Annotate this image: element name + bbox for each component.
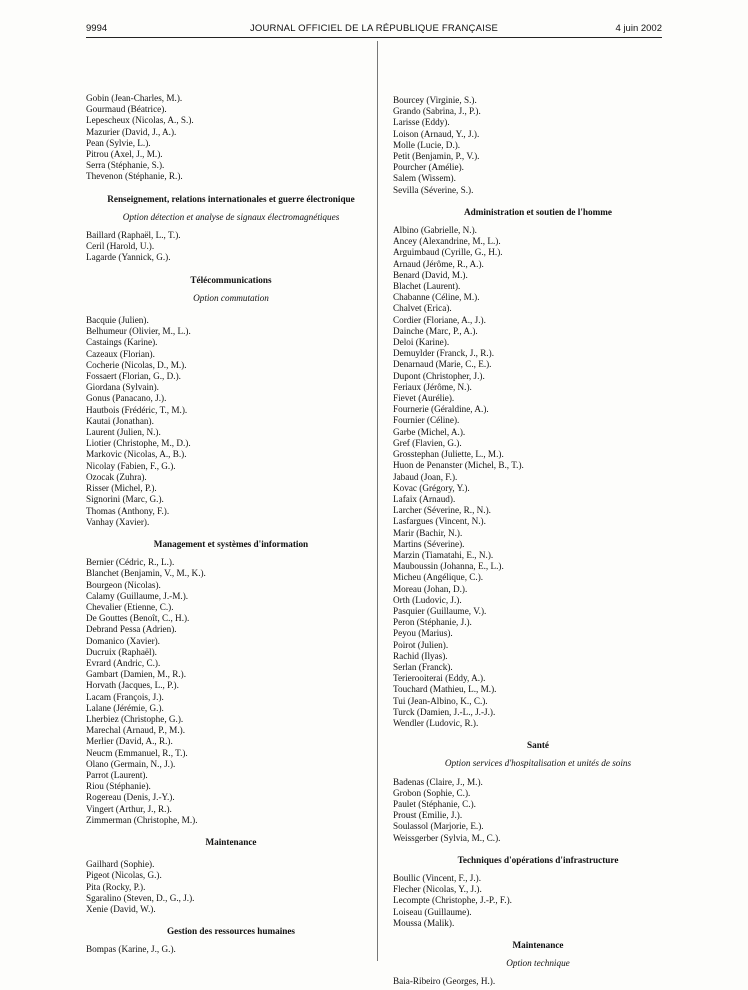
section-gap <box>86 304 376 315</box>
name-entry: Gambart (Damien, M., R.). <box>86 669 187 680</box>
name-entry: Horvath (Jacques, L., P.). <box>86 680 179 691</box>
name-entry: Weissgerber (Sylvia, M., C.). <box>393 832 501 843</box>
name-entry: Badenas (Claire, J., M.). <box>393 776 483 787</box>
name-entry: Grobon (Sophie, C.). <box>393 787 471 798</box>
name-entry: Flecher (Nicolas, Y., J.). <box>393 884 482 895</box>
section-gap <box>86 183 376 194</box>
name-entry: Kautai (Jonathan). <box>86 415 154 426</box>
name-entry: Cordier (Floriane, A., J.). <box>393 314 486 325</box>
section-gap <box>86 848 376 859</box>
section-gap <box>393 729 683 740</box>
name-entry: Ceril (Harold, U.). <box>86 241 155 252</box>
name-entry: Parrot (Laurent). <box>86 769 148 780</box>
name-entry: Albino (Gabrielle, N.). <box>393 225 477 236</box>
name-entry: Chevalier (Etienne, C.). <box>86 601 174 612</box>
name-entry: Huon de Penanster (Michel, B., T.). <box>393 460 524 471</box>
section-heading: Maintenance <box>205 836 257 847</box>
name-entry: Denarnaud (Marie, C., E.). <box>393 359 492 370</box>
option-subheading: Option détection et analyse de signaux électromagnétiques <box>122 211 340 222</box>
name-entry: Liotier (Christophe, M., D.). <box>86 438 191 449</box>
name-entry: Risser (Michel, P.). <box>86 483 157 494</box>
section-gap <box>86 528 376 539</box>
name-entry: Belhumeur (Olivier, M., L.). <box>86 326 191 337</box>
section-gap <box>393 196 683 207</box>
name-entry: Gonus (Panacano, J.). <box>86 393 167 404</box>
name-entry: Ancey (Alexandrine, M., L.). <box>393 236 501 247</box>
name-entry: Signorini (Marc, G.). <box>86 494 164 505</box>
name-entry: Loison (Arnaud, Y., J.). <box>393 128 480 139</box>
name-entry: Larcher (Séverine, R., N.). <box>393 505 491 516</box>
section-gap <box>86 826 376 837</box>
name-entry: Turck (Damien, J.-L., J.-J.). <box>393 706 496 717</box>
section-gap <box>86 205 376 212</box>
publication-date: 4 juin 2002 <box>615 23 662 34</box>
name-entry: Olano (Germain, N., J.). <box>86 758 176 769</box>
name-entry: Soulassol (Marjorie, E.). <box>393 821 484 832</box>
name-entry: Markovic (Nicolas, A., B.). <box>86 449 187 460</box>
section-heading: Gestion des ressources humaines <box>166 926 296 937</box>
name-entry: Arguimbaud (Cyrille, G., H.). <box>393 247 503 258</box>
name-entry: Petit (Benjamin, P., V.). <box>393 151 480 162</box>
section-gap <box>393 866 683 873</box>
name-entry: Tui (Jean-Albino, K., C.). <box>393 695 488 706</box>
name-entry: Molle (Lucie, D.). <box>393 139 461 150</box>
name-entry: Sevilla (Séverine, S.). <box>393 184 474 195</box>
name-entry: Marechal (Arnaud, P., M.). <box>86 725 185 736</box>
name-entry: Pourcher (Amélie). <box>393 162 464 173</box>
name-entry: Moreau (Johan, D.). <box>393 583 468 594</box>
section-gap <box>393 844 683 855</box>
name-entry: Mazurier (David, J., A.). <box>86 126 177 137</box>
name-entry: Pitrou (Axel, J., M.). <box>86 149 163 160</box>
name-entry: Terierooiterai (Eddy, A.). <box>393 673 486 684</box>
section-heading: Santé <box>527 740 549 751</box>
name-entry: Micheu (Angélique, C.). <box>393 572 484 583</box>
name-entry: Serlan (Franck). <box>393 661 453 672</box>
name-entry: Jabaud (Joan, F.). <box>393 471 458 482</box>
name-entry: Bourgeon (Nicolas). <box>86 579 161 590</box>
name-entry: Loiseau (Guillaume). <box>393 906 472 917</box>
name-entry: Benard (David, M.). <box>393 269 468 280</box>
name-entry: Bompas (Karine, J., G.). <box>86 944 176 955</box>
name-entry: Marir (Bachir, N.). <box>393 527 463 538</box>
name-entry: Laurent (Julien, N.). <box>86 427 161 438</box>
name-entry: Lagarde (Yannick, G.). <box>86 252 171 263</box>
name-entry: Fossaert (Florian, G., D.). <box>86 371 181 382</box>
name-entry: De Gouttes (Benoît, C., H.). <box>86 613 190 624</box>
name-entry: Rogereau (Denis, J.-Y.). <box>86 792 175 803</box>
section-gap <box>86 915 376 926</box>
name-entry: Gref (Flavien, G.). <box>393 437 462 448</box>
page-header <box>86 23 662 37</box>
section-gap <box>86 223 376 230</box>
name-entry: Feriaux (Jérôme, N.). <box>393 381 472 392</box>
name-entry: Merlier (David, A., R.). <box>86 736 173 747</box>
name-entry: Vingert (Arthur, J., R.). <box>86 803 172 814</box>
name-entry: Thevenon (Stéphanie, R.). <box>86 171 183 182</box>
name-entry: Dupont (Christopher, J.). <box>393 370 485 381</box>
name-entry: Wendler (Ludovic, R.). <box>393 717 479 728</box>
name-entry: Evrard (Andric, C.). <box>86 657 161 668</box>
name-entry: Bourcey (Virginie, S.). <box>393 95 477 105</box>
name-entry: Baillard (Raphaël, L., T.). <box>86 230 181 241</box>
name-entry: Lecompte (Christophe, J.-P., F.). <box>393 895 512 906</box>
name-entry: Pean (Sylvie, L.). <box>86 137 151 148</box>
name-entry: Fievet (Aurélie). <box>393 393 455 404</box>
journal-title: JOURNAL OFFICIEL DE LA RÉPUBLIQUE FRANÇAISE <box>249 23 499 34</box>
name-entry: Moussa (Malik). <box>393 917 455 928</box>
section-gap <box>393 218 683 225</box>
name-entry: Demuylder (Franck, J., R.). <box>393 348 495 359</box>
name-entry: Lalane (Jérémie, G.). <box>86 702 164 713</box>
name-entry: Lepescheux (Nicolas, A., S.). <box>86 115 194 126</box>
option-subheading: Option services d'hospitalisation et unités de soins <box>444 758 632 769</box>
name-entry: Baia-Ribeiro (Georges, H.). <box>393 976 496 987</box>
section-gap <box>86 937 376 944</box>
name-entry: Touchard (Mathieu, L., M.). <box>393 684 497 695</box>
name-entry: Lacam (François, J.). <box>86 691 164 702</box>
name-entry: Kovac (Grégory, Y.). <box>393 482 470 493</box>
section-gap <box>86 264 376 275</box>
section-heading: Maintenance <box>512 940 564 951</box>
section-gap <box>393 770 683 777</box>
section-gap <box>393 951 683 958</box>
name-entry: Salem (Wissem). <box>393 173 456 184</box>
name-entry: Ducruix (Raphaël). <box>86 646 157 657</box>
name-entry: Orth (Ludovic, J.). <box>393 594 462 605</box>
name-entry: Bacquie (Julien). <box>86 315 149 326</box>
name-entry: Castaings (Karine). <box>86 337 158 348</box>
section-heading: Administration et soutien de l'homme <box>463 206 613 217</box>
section-heading: Renseignement, relations internationales et guerre électronique <box>107 193 355 204</box>
section-heading: Techniques d'opérations d'infrastructure <box>457 854 619 865</box>
name-entry: Proust (Emilie, J.). <box>393 810 463 821</box>
name-entry: Hautbois (Frédéric, T., M.). <box>86 404 188 415</box>
right-column <box>393 95 683 988</box>
name-entry: Chabanne (Céline, M.). <box>393 292 480 303</box>
name-entry: Vanhay (Xavier). <box>86 516 150 527</box>
left-column <box>86 93 376 956</box>
name-entry: Grosstephan (Juliette, L., M.). <box>393 449 504 460</box>
option-subheading: Option commutation <box>193 292 269 303</box>
name-entry: Gailhard (Sophie). <box>86 859 155 870</box>
page-number: 9994 <box>86 23 108 34</box>
name-entry: Rachid (Ilyas). <box>393 650 448 661</box>
name-entry: Pita (Rocky, P.). <box>86 881 146 892</box>
name-entry: Xenie (David, W.). <box>86 904 156 914</box>
name-entry: Blachet (Laurent). <box>393 281 461 292</box>
column-divider <box>377 41 378 961</box>
name-entry: Deloi (Karine). <box>393 337 450 348</box>
name-entry: Paulet (Stéphanie, C.). <box>393 798 476 809</box>
name-entry: Martins (Séverine). <box>393 538 465 549</box>
name-entry: Gobin (Jean-Charles, M.). <box>86 93 183 103</box>
name-entry: Cocherie (Nicolas, D., M.). <box>86 359 187 370</box>
name-entry: Blanchet (Benjamin, V., M., K.). <box>86 568 206 579</box>
name-entry: Neucm (Emmanuel, R., T.). <box>86 747 188 758</box>
name-entry: Fournier (Céline). <box>393 415 460 426</box>
name-entry: Bernier (Cédric, R., L.). <box>86 557 175 568</box>
name-entry: Riou (Stéphanie). <box>86 781 151 792</box>
name-entry: Marzin (Tiamatahi, E., N.). <box>393 549 494 560</box>
section-gap <box>393 751 683 758</box>
header-rule <box>86 37 662 38</box>
name-entry: Lasfargues (Vincent, N.). <box>393 516 486 527</box>
name-entry: Serra (Stéphanie, S.). <box>86 160 165 171</box>
section-gap <box>86 550 376 557</box>
section-gap <box>393 929 683 940</box>
name-entry: Grando (Sabrina, J., P.). <box>393 106 481 117</box>
option-subheading: Option technique <box>506 958 570 969</box>
name-entry: Debrand Pessa (Adrien). <box>86 624 177 635</box>
name-entry: Peron (Stéphanie, J.). <box>393 617 472 628</box>
section-heading: Management et systèmes d'information <box>153 538 309 549</box>
name-entry: Boullic (Vincent, F., J.). <box>393 873 482 883</box>
name-entry: Chalvet (Erica). <box>393 303 452 314</box>
name-entry: Nicolay (Fabien, F., G.). <box>86 460 176 471</box>
name-entry: Poirot (Julien). <box>393 639 449 650</box>
name-entry: Cazeaux (Florian). <box>86 348 155 359</box>
name-entry: Zimmerman (Christophe, M.). <box>86 814 198 825</box>
name-entry: Arnaud (Jérôme, R., A.). <box>393 258 484 269</box>
name-entry: Pasquier (Guillaume, V.). <box>393 605 487 616</box>
name-entry: Gourmaud (Béatrice). <box>86 104 167 115</box>
section-gap <box>86 286 376 293</box>
name-entry: Dainche (Marc, P., A.). <box>393 325 478 336</box>
name-entry: Pigeot (Nicolas, G.). <box>86 870 162 881</box>
name-entry: Giordana (Sylvain). <box>86 382 159 393</box>
name-entry: Lherbiez (Christophe, G.). <box>86 713 184 724</box>
name-entry: Mauboussin (Johanna, E., L.). <box>393 561 504 572</box>
section-gap <box>393 969 683 976</box>
name-entry: Fournerie (Géraldine, A.). <box>393 404 489 415</box>
name-entry: Garbe (Michel, A.). <box>393 426 466 437</box>
name-entry: Lafaix (Arnaud). <box>393 493 456 504</box>
name-entry: Peyou (Marius). <box>393 628 453 639</box>
section-heading: Télécommunications <box>190 274 272 285</box>
name-entry: Thomas (Anthony, F.). <box>86 505 170 516</box>
name-entry: Ozocak (Zuhra). <box>86 471 147 482</box>
name-entry: Calamy (Guillaume, J.-M.). <box>86 590 189 601</box>
name-entry: Sgaralino (Steven, D., G., J.). <box>86 892 195 903</box>
name-entry: Larisse (Eddy). <box>393 117 450 128</box>
name-entry: Domanico (Xavier). <box>86 635 160 646</box>
